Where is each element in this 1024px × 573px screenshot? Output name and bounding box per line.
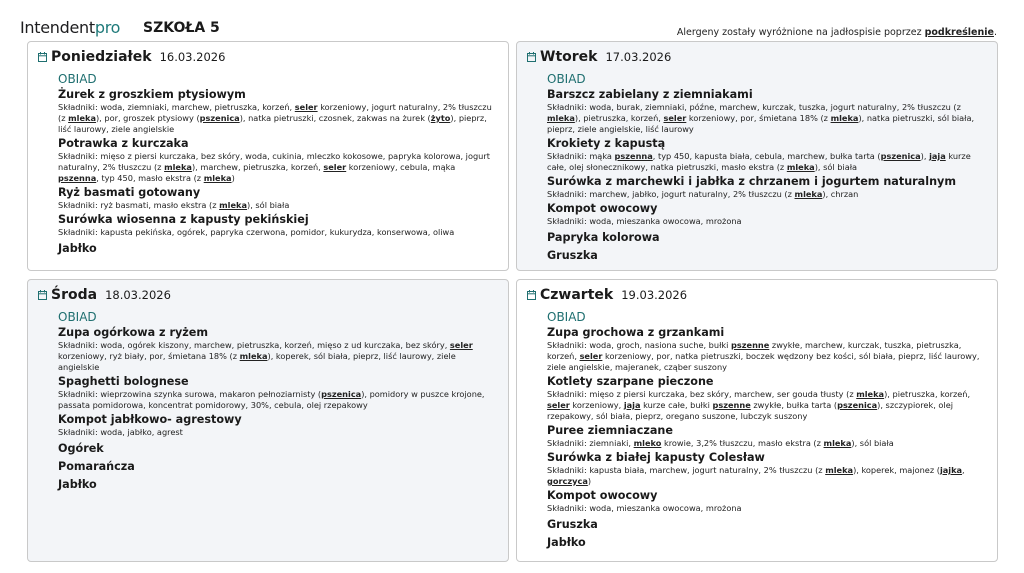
allergen: gorczyca: [547, 476, 588, 486]
calendar-icon: [38, 52, 47, 62]
allergen: mleko: [633, 438, 662, 448]
dish-name: Gruszka: [547, 249, 598, 262]
allergen: mleka: [825, 465, 854, 475]
allergen: pszenica: [837, 400, 878, 410]
meal-type-label: OBIAD: [58, 310, 97, 324]
dish-item: [58, 186, 498, 211]
allergen: mleka: [547, 113, 575, 123]
allergen: jaja: [929, 151, 946, 161]
dish-list: [547, 88, 987, 263]
meal-type-label: OBIAD: [547, 72, 586, 86]
dish-name: Pomarańcza: [58, 460, 135, 473]
dish-item: [547, 451, 987, 487]
allergen: seler: [294, 102, 318, 112]
dish-ingredients: Składniki: woda, burak, ziemniaki, późne, marchew, kurczak, tuszka, jogurt naturalny, 2% tłuszczu (z mleka), pietruszka, korzeń, seler korzeniowy, por, śmietana 18% (z mleka), natka pietruszki, sól biała, pieprz, ziele angielskie, liść laurowy: [547, 102, 975, 134]
allergen-note-emphasis: podkreślenie: [924, 27, 994, 38]
dish-name: Kotlety szarpane pieczone: [547, 375, 714, 388]
dish-item: [547, 489, 987, 514]
dish-ingredients: Składniki: woda, ziemniaki, marchew, pietruszka, korzeń, seler korzeniowy, jogurt naturalny, 2% tłuszczu (z mleka), por, groszek ptysiowy (pszenica), natka pietruszki, czosnek, zakwas na żurek (żyto), pieprz, liść laurowy, ziele angielskie: [58, 102, 492, 134]
dish-list: [58, 326, 498, 492]
allergen: mleka: [239, 351, 268, 361]
dish-item: [547, 175, 987, 200]
dish-ingredients: Składniki: wieprzowina szynka surowa, makaron pełnoziarnisty (pszenica), pomidory w puszce krojone, passata pomidorowa, koncentrat pomidorowy, 30%, cebula, olej rzepakowy: [58, 389, 485, 410]
calendar-icon: [527, 290, 536, 300]
school-name: SZKOŁA 5: [143, 20, 220, 36]
dish-list: [58, 88, 498, 256]
allergen-note-text: Alergeny zostały wyróżnione na jadłospisie poprzez: [676, 27, 925, 38]
day-header: [38, 287, 498, 307]
dish-ingredients: Składniki: mięso z piersi kurczaka, bez skóry, woda, cukinia, mleczko kokosowe, papryka kolorowa, jogurt naturalny, 2% tłuszczu (z mleka), marchew, pietruszka, korzeń, seler korzeniowy, cebula, mąka pszenna, typ 450, masło ekstra (z mleka): [58, 151, 490, 183]
allergen: seler: [547, 400, 570, 410]
dish-item: [58, 375, 498, 411]
app-logo: [20, 18, 120, 37]
allergen: mleka: [823, 438, 852, 448]
day-name: Czwartek: [540, 287, 614, 303]
allergen-note-end: .: [993, 27, 997, 38]
logo-accent: pro: [94, 18, 121, 37]
dish-name: Jabłko: [58, 242, 97, 255]
dish-item: [547, 536, 987, 550]
dish-ingredients: Składniki: woda, ogórek kiszony, marchew, pietruszka, korzeń, mięso z ud kurczaka, bez skóry, seler korzeniowy, ryż biały, por, śmietana 18% (z mleka), koperek, sól biała, pieprz, liść laurowy, ziele angielskie: [58, 340, 473, 372]
dish-name: Gruszka: [547, 518, 598, 531]
calendar-icon: [38, 290, 47, 300]
allergen: mleka: [830, 113, 859, 123]
dish-name: Surówka wiosenna z kapusty pekińskiej: [58, 213, 309, 226]
dish-name: Żurek z groszkiem ptysiowym: [58, 88, 246, 101]
dish-item: [58, 213, 498, 238]
allergen: pszenne: [712, 400, 751, 410]
dish-name: Ryż basmati gotowany: [58, 186, 201, 199]
allergen: pszenica: [199, 113, 240, 123]
day-date: 19.03.2026: [621, 288, 688, 302]
dish-item: [547, 326, 987, 373]
allergen: mleka: [794, 189, 823, 199]
allergen: pszenna: [614, 151, 653, 161]
dish-name: Krokiety z kapustą: [547, 137, 666, 150]
top-bar: [0, 0, 1024, 40]
dish-name: Spaghetti bolognese: [58, 375, 189, 388]
day-card-thursday: [516, 279, 998, 562]
allergen: jajka: [939, 465, 963, 475]
dish-name: Ogórek: [58, 442, 104, 455]
allergen: mleka: [856, 389, 885, 399]
dish-item: [58, 442, 498, 456]
meal-type-label: OBIAD: [58, 72, 97, 86]
dish-name: Potrawka z kurczaka: [58, 137, 189, 150]
allergen: pszenna: [58, 173, 97, 183]
allergen: seler: [663, 113, 687, 123]
dish-name: Jabłko: [547, 536, 586, 549]
allergen: mleka: [219, 200, 248, 210]
dish-item: [547, 518, 987, 532]
day-name: Poniedziałek: [51, 49, 152, 65]
dish-ingredients: Składniki: woda, mieszanka owocowa, mrożona: [547, 503, 742, 513]
day-header: [527, 287, 987, 307]
dish-name: Zupa grochowa z grzankami: [547, 326, 725, 339]
dish-name: Papryka kolorowa: [547, 231, 660, 244]
day-name: Środa: [51, 287, 98, 303]
day-date: 16.03.2026: [159, 50, 226, 64]
day-card-monday: [27, 41, 509, 271]
dish-name: Kompot jabłkowo- agrestowy: [58, 413, 242, 426]
dish-item: [547, 375, 987, 422]
dish-ingredients: Składniki: ziemniaki, mleko krowie, 3,2% tłuszczu, masło ekstra (z mleka), sól biała: [547, 438, 894, 448]
allergen: pszenne: [731, 340, 770, 350]
dish-item: [547, 202, 987, 227]
allergen: pszenica: [321, 389, 362, 399]
meal-type-label: OBIAD: [547, 310, 586, 324]
dish-ingredients: Składniki: woda, mieszanka owocowa, mrożona: [547, 216, 742, 226]
allergen: mleka: [786, 162, 815, 172]
dish-item: [547, 137, 987, 173]
day-name: Wtorek: [540, 49, 598, 65]
dish-item: [547, 231, 987, 245]
allergen: mleka: [164, 162, 192, 172]
dish-ingredients: Składniki: kapusta biała, marchew, jogurt naturalny, 2% tłuszczu (z mleka), koperek, majonez (jajka, gorczyca): [547, 465, 965, 486]
dish-name: Surówka z marchewki i jabłka z chrzanem i jogurtem naturalnym: [547, 175, 956, 188]
dish-item: [547, 88, 987, 135]
day-header: [527, 49, 987, 69]
dish-name: Zupa ogórkowa z ryżem: [58, 326, 209, 339]
dish-name: Kompot owocowy: [547, 202, 658, 215]
dish-ingredients: Składniki: mąka pszenna, typ 450, kapusta biała, cebula, marchew, bułka tarta (pszenica), jaja kurze całe, olej słonecznikowy, natka pietruszki, masło ekstra (z mleka), sól biała: [547, 151, 971, 172]
dish-name: Kompot owocowy: [547, 489, 658, 502]
dish-ingredients: Składniki: woda, groch, nasiona suche, bułki pszenne zwykłe, marchew, kurczak, tuszka, pietruszka, korzeń, seler korzeniowy, por, natka pietruszki, boczek wędzony bez kości, sól biała, pieprz, liść laurowy, ziele angielskie, majeranek, cząber suszony: [547, 340, 980, 372]
dish-name: Barszcz zabielany z ziemniakami: [547, 88, 753, 101]
allergen: żyto: [430, 113, 451, 123]
allergen: mleka: [203, 173, 232, 183]
dish-ingredients: Składniki: ryż basmati, masło ekstra (z mleka), sól biała: [58, 200, 290, 210]
dish-item: [58, 326, 498, 373]
calendar-icon: [527, 52, 536, 62]
day-card-tuesday: [516, 41, 998, 271]
dish-ingredients: Składniki: marchew, jabłko, jogurt naturalny, 2% tłuszczu (z mleka), chrzan: [547, 189, 859, 199]
dish-item: [58, 460, 498, 474]
allergen: pszenica: [880, 151, 921, 161]
dish-list: [547, 326, 987, 550]
dish-ingredients: Składniki: woda, jabłko, agrest: [58, 427, 183, 437]
allergen: mleka: [68, 113, 96, 123]
day-date: 17.03.2026: [605, 50, 672, 64]
allergen: jaja: [623, 400, 641, 410]
dish-item: [547, 424, 987, 449]
dish-ingredients: Składniki: mięso z piersi kurczaka, bez skóry, marchew, ser gouda tłusty (z mleka), pietruszka, korzeń, seler korzeniowy, jaja kurze całe, bułki pszenne zwykłe, bułka tarta (pszenica), szczypiorek, olej rzepakowy, sól biała, pieprz, oregano suszone, lubczyk suszony: [547, 389, 971, 421]
dish-item: [58, 137, 498, 184]
dish-name: Jabłko: [58, 478, 97, 491]
dish-name: Surówka z białej kapusty Colesław: [547, 451, 765, 464]
day-date: 18.03.2026: [105, 288, 171, 302]
allergen: seler: [449, 340, 473, 350]
allergen: seler: [579, 351, 603, 361]
allergen: seler: [323, 162, 347, 172]
dish-name: Puree ziemniaczane: [547, 424, 673, 437]
dish-item: [547, 249, 987, 263]
day-card-wednesday: [27, 279, 509, 562]
allergen-note: [677, 27, 997, 38]
dish-ingredients: Składniki: kapusta pekińska, ogórek, papryka czerwona, pomidor, kukurydza, konserwowa, oliwa: [58, 227, 455, 237]
dish-item: [58, 478, 498, 492]
dish-item: [58, 88, 498, 135]
dish-item: [58, 242, 498, 256]
dish-item: [58, 413, 498, 438]
day-header: [38, 49, 498, 69]
logo-text: Intendent: [20, 18, 95, 37]
